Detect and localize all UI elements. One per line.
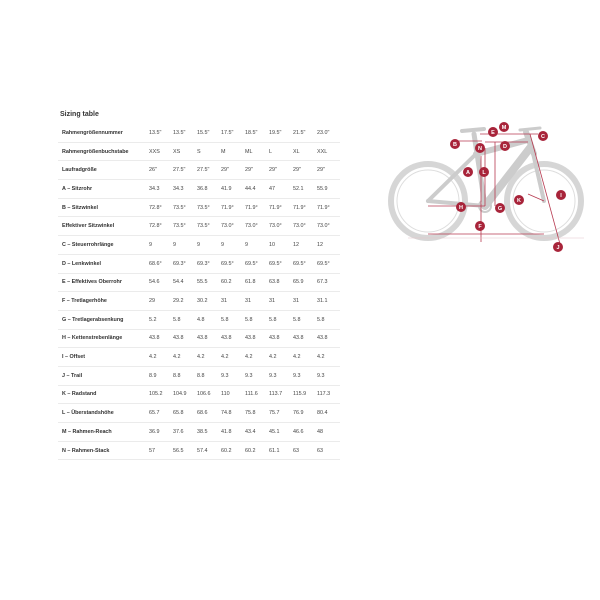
marker-f <box>475 221 485 231</box>
bike-geometry-diagram <box>388 114 584 254</box>
svg-text:C: C <box>541 134 545 140</box>
table-cell: 73.5° <box>196 217 220 236</box>
table-cell: 8.8 <box>172 366 196 385</box>
marker-e <box>488 127 498 137</box>
table-cell: 43.8 <box>148 329 172 348</box>
table-row <box>58 385 340 404</box>
table-cell: 63 <box>292 441 316 460</box>
table-cell: 13.5" <box>148 124 172 142</box>
table-cell: 5.8 <box>292 310 316 329</box>
table-cell: 4.2 <box>268 348 292 367</box>
table-cell: 44.4 <box>244 180 268 199</box>
table-cell: 54.4 <box>172 273 196 292</box>
svg-text:E: E <box>491 130 495 136</box>
table-cell: 73.5° <box>196 198 220 217</box>
table-cell: 55.9 <box>316 180 340 199</box>
table-cell: 43.8 <box>244 329 268 348</box>
table-cell: 31 <box>292 292 316 311</box>
table-cell: 68.6° <box>148 254 172 273</box>
table-cell: 5.8 <box>268 310 292 329</box>
table-cell: 106.6 <box>196 385 220 404</box>
table-cell: 71.9° <box>244 198 268 217</box>
table-cell: 69.5° <box>220 254 244 273</box>
table-cell: 9 <box>244 236 268 255</box>
table-cell: 12 <box>292 236 316 255</box>
table-cell: 5.2 <box>148 310 172 329</box>
marker-i <box>556 190 566 200</box>
table-cell: 43.4 <box>244 423 268 442</box>
marker-b <box>450 139 460 149</box>
table-cell: 17.5" <box>220 124 244 142</box>
table-row <box>58 292 340 311</box>
table-row <box>58 254 340 273</box>
table-cell: 43.8 <box>268 329 292 348</box>
table-cell: 46.6 <box>292 423 316 442</box>
row-label: A – Sitzrohr <box>58 180 148 199</box>
table-cell: 18.5" <box>244 124 268 142</box>
table-cell: 47 <box>268 180 292 199</box>
table-row <box>58 180 340 199</box>
table-cell: 4.2 <box>196 348 220 367</box>
row-label: G – Tretlagerabsenkung <box>58 310 148 329</box>
table-cell: 10 <box>268 236 292 255</box>
row-label: L – Überstandshöhe <box>58 404 148 423</box>
table-cell: 71.9° <box>220 198 244 217</box>
table-cell: 30.2 <box>196 292 220 311</box>
table-cell: L <box>268 142 292 161</box>
table-cell: 4.2 <box>148 348 172 367</box>
table-cell: 56.5 <box>172 441 196 460</box>
row-label: Laufradgröße <box>58 161 148 180</box>
table-cell: S <box>196 142 220 161</box>
table-cell: 36.9 <box>148 423 172 442</box>
row-label: C – Steuerrohrlänge <box>58 236 148 255</box>
row-label: D – Lenkwinkel <box>58 254 148 273</box>
table-row <box>58 273 340 292</box>
table-cell: 57 <box>148 441 172 460</box>
table-cell: 61.1 <box>268 441 292 460</box>
table-row <box>58 217 340 236</box>
table-cell: 117.3 <box>316 385 340 404</box>
table-cell: 9.3 <box>220 366 244 385</box>
table-cell: 8.8 <box>196 366 220 385</box>
table-cell: 4.2 <box>292 348 316 367</box>
table-cell: 43.8 <box>172 329 196 348</box>
table-cell: 4.2 <box>244 348 268 367</box>
table-cell: 73.0° <box>244 217 268 236</box>
table-cell: 69.5° <box>292 254 316 273</box>
table-cell: 75.7 <box>268 404 292 423</box>
table-cell: 69.5° <box>268 254 292 273</box>
table-row <box>58 161 340 180</box>
table-cell: 31 <box>268 292 292 311</box>
table-cell: 60.2 <box>220 273 244 292</box>
table-cell: 65.7 <box>148 404 172 423</box>
table-cell: 73.0° <box>316 217 340 236</box>
table-cell: 26" <box>148 161 172 180</box>
table-cell: XS <box>172 142 196 161</box>
table-row <box>58 236 340 255</box>
table-cell: 41.8 <box>220 423 244 442</box>
marker-d <box>500 141 510 151</box>
marker-k <box>514 195 524 205</box>
table-cell: 69.3° <box>172 254 196 273</box>
svg-text:G: G <box>497 206 503 212</box>
table-cell: 29" <box>268 161 292 180</box>
table-cell: 65.8 <box>172 404 196 423</box>
table-cell: ML <box>244 142 268 161</box>
table-cell: 71.9° <box>268 198 292 217</box>
table-cell: 27.5" <box>172 161 196 180</box>
table-row <box>58 441 340 460</box>
table-cell: 76.9 <box>292 404 316 423</box>
table-cell: 69.5° <box>316 254 340 273</box>
table-cell: 9.3 <box>316 366 340 385</box>
marker-a <box>463 167 473 177</box>
svg-text:A: A <box>466 170 470 176</box>
table-cell: 37.6 <box>172 423 196 442</box>
table-cell: 73.5° <box>172 217 196 236</box>
table-cell: 41.9 <box>220 180 244 199</box>
table-cell: XXS <box>148 142 172 161</box>
table-cell: 74.8 <box>220 404 244 423</box>
table-row <box>58 404 340 423</box>
table-cell: 4.2 <box>172 348 196 367</box>
table-row <box>58 366 340 385</box>
table-cell: 73.0° <box>292 217 316 236</box>
table-cell: 43.8 <box>220 329 244 348</box>
table-cell: 4.2 <box>220 348 244 367</box>
table-cell: 13.5" <box>172 124 196 142</box>
table-cell: 29" <box>244 161 268 180</box>
table-cell: 4.2 <box>316 348 340 367</box>
table-cell: 105.2 <box>148 385 172 404</box>
table-row <box>58 423 340 442</box>
svg-text:L: L <box>482 170 486 176</box>
table-cell: 71.9° <box>316 198 340 217</box>
row-label: F – Tretlagerhöhe <box>58 292 148 311</box>
table-cell: 38.5 <box>196 423 220 442</box>
table-cell: 54.6 <box>148 273 172 292</box>
marker-m <box>499 122 509 132</box>
table-cell: 63 <box>316 441 340 460</box>
table-cell: 75.8 <box>244 404 268 423</box>
table-cell: 9.3 <box>244 366 268 385</box>
table-cell: 113.7 <box>268 385 292 404</box>
table-cell: 8.9 <box>148 366 172 385</box>
table-cell: 5.8 <box>244 310 268 329</box>
marker-l <box>479 167 489 177</box>
row-label: Rahmengrößennummer <box>58 124 148 142</box>
table-cell: 5.8 <box>172 310 196 329</box>
table-cell: 115.9 <box>292 385 316 404</box>
table-cell: 29" <box>220 161 244 180</box>
handlebar <box>520 128 540 130</box>
table-cell: 5.8 <box>316 310 340 329</box>
table-cell: XXL <box>316 142 340 161</box>
table-row <box>58 329 340 348</box>
table-cell: 111.6 <box>244 385 268 404</box>
table-cell: 43.8 <box>292 329 316 348</box>
table-cell: 23.0" <box>316 124 340 142</box>
table-cell: 4.8 <box>196 310 220 329</box>
svg-text:B: B <box>453 142 457 148</box>
table-cell: 61.8 <box>244 273 268 292</box>
seat-stay <box>428 152 478 201</box>
marker-j <box>553 242 563 252</box>
marker-n <box>475 143 485 153</box>
table-cell: 72.8° <box>148 198 172 217</box>
table-cell: 45.1 <box>268 423 292 442</box>
table-cell: 80.4 <box>316 404 340 423</box>
table-cell: 60.2 <box>244 441 268 460</box>
table-cell: M <box>220 142 244 161</box>
table-cell: XL <box>292 142 316 161</box>
table-row <box>58 198 340 217</box>
table-cell: 73.0° <box>220 217 244 236</box>
table-cell: 65.9 <box>292 273 316 292</box>
svg-text:D: D <box>503 144 507 150</box>
table-cell: 34.3 <box>148 180 172 199</box>
table-cell: 29" <box>316 161 340 180</box>
table-cell: 29.2 <box>172 292 196 311</box>
table-cell: 73.0° <box>268 217 292 236</box>
table-title: Sizing table <box>60 111 99 118</box>
table-cell: 60.2 <box>220 441 244 460</box>
table-row <box>58 142 340 161</box>
table-cell: 69.3° <box>196 254 220 273</box>
table-cell: 55.5 <box>196 273 220 292</box>
table-cell: 72.8° <box>148 217 172 236</box>
row-label: H – Kettenstrebenlänge <box>58 329 148 348</box>
table-cell: 9.3 <box>268 366 292 385</box>
row-label: K – Radstand <box>58 385 148 404</box>
table-cell: 104.9 <box>172 385 196 404</box>
table-cell: 5.8 <box>220 310 244 329</box>
table-cell: 12 <box>316 236 340 255</box>
table-cell: 29 <box>148 292 172 311</box>
table-row <box>58 124 340 142</box>
table-cell: 9.3 <box>292 366 316 385</box>
table-cell: 34.3 <box>172 180 196 199</box>
row-label: N – Rahmen-Stack <box>58 441 148 460</box>
table-cell: 31 <box>220 292 244 311</box>
saddle <box>462 129 484 131</box>
sizing-table <box>58 124 340 460</box>
table-cell: 63.8 <box>268 273 292 292</box>
row-label: I – Offset <box>58 348 148 367</box>
table-cell: 68.6 <box>196 404 220 423</box>
row-label: J – Trail <box>58 366 148 385</box>
row-label: E – Effektives Oberrohr <box>58 273 148 292</box>
table-cell: 31 <box>244 292 268 311</box>
table-cell: 9 <box>172 236 196 255</box>
table-cell: 36.8 <box>196 180 220 199</box>
table-cell: 48 <box>316 423 340 442</box>
table-cell: 9 <box>148 236 172 255</box>
table-cell: 69.5° <box>244 254 268 273</box>
marker-g <box>495 203 505 213</box>
svg-text:J: J <box>556 245 560 251</box>
table-cell: 71.9° <box>292 198 316 217</box>
row-label: B – Sitzwinkel <box>58 198 148 217</box>
table-row <box>58 348 340 367</box>
table-cell: 29" <box>292 161 316 180</box>
table-cell: 9 <box>220 236 244 255</box>
row-label: Effektiver Sitzwinkel <box>58 217 148 236</box>
table-cell: 43.8 <box>316 329 340 348</box>
table-cell: 27.5" <box>196 161 220 180</box>
svg-text:M: M <box>501 125 507 131</box>
marker-c <box>538 131 548 141</box>
row-label: Rahmengrößenbuchstabe <box>58 142 148 161</box>
svg-text:F: F <box>478 224 482 230</box>
marker-h <box>456 202 466 212</box>
table-cell: 73.5° <box>172 198 196 217</box>
table-row <box>58 310 340 329</box>
table-cell: 67.3 <box>316 273 340 292</box>
svg-text:H: H <box>459 205 463 211</box>
table-cell: 21.5" <box>292 124 316 142</box>
table-cell: 15.5" <box>196 124 220 142</box>
table-cell: 31.1 <box>316 292 340 311</box>
table-cell: 110 <box>220 385 244 404</box>
svg-text:N: N <box>478 146 482 152</box>
table-cell: 57.4 <box>196 441 220 460</box>
row-label: M – Rahmen-Reach <box>58 423 148 442</box>
table-cell: 43.8 <box>196 329 220 348</box>
table-cell: 19.5" <box>268 124 292 142</box>
table-cell: 52.1 <box>292 180 316 199</box>
table-cell: 9 <box>196 236 220 255</box>
svg-text:I: I <box>560 193 562 199</box>
svg-text:K: K <box>517 198 521 204</box>
